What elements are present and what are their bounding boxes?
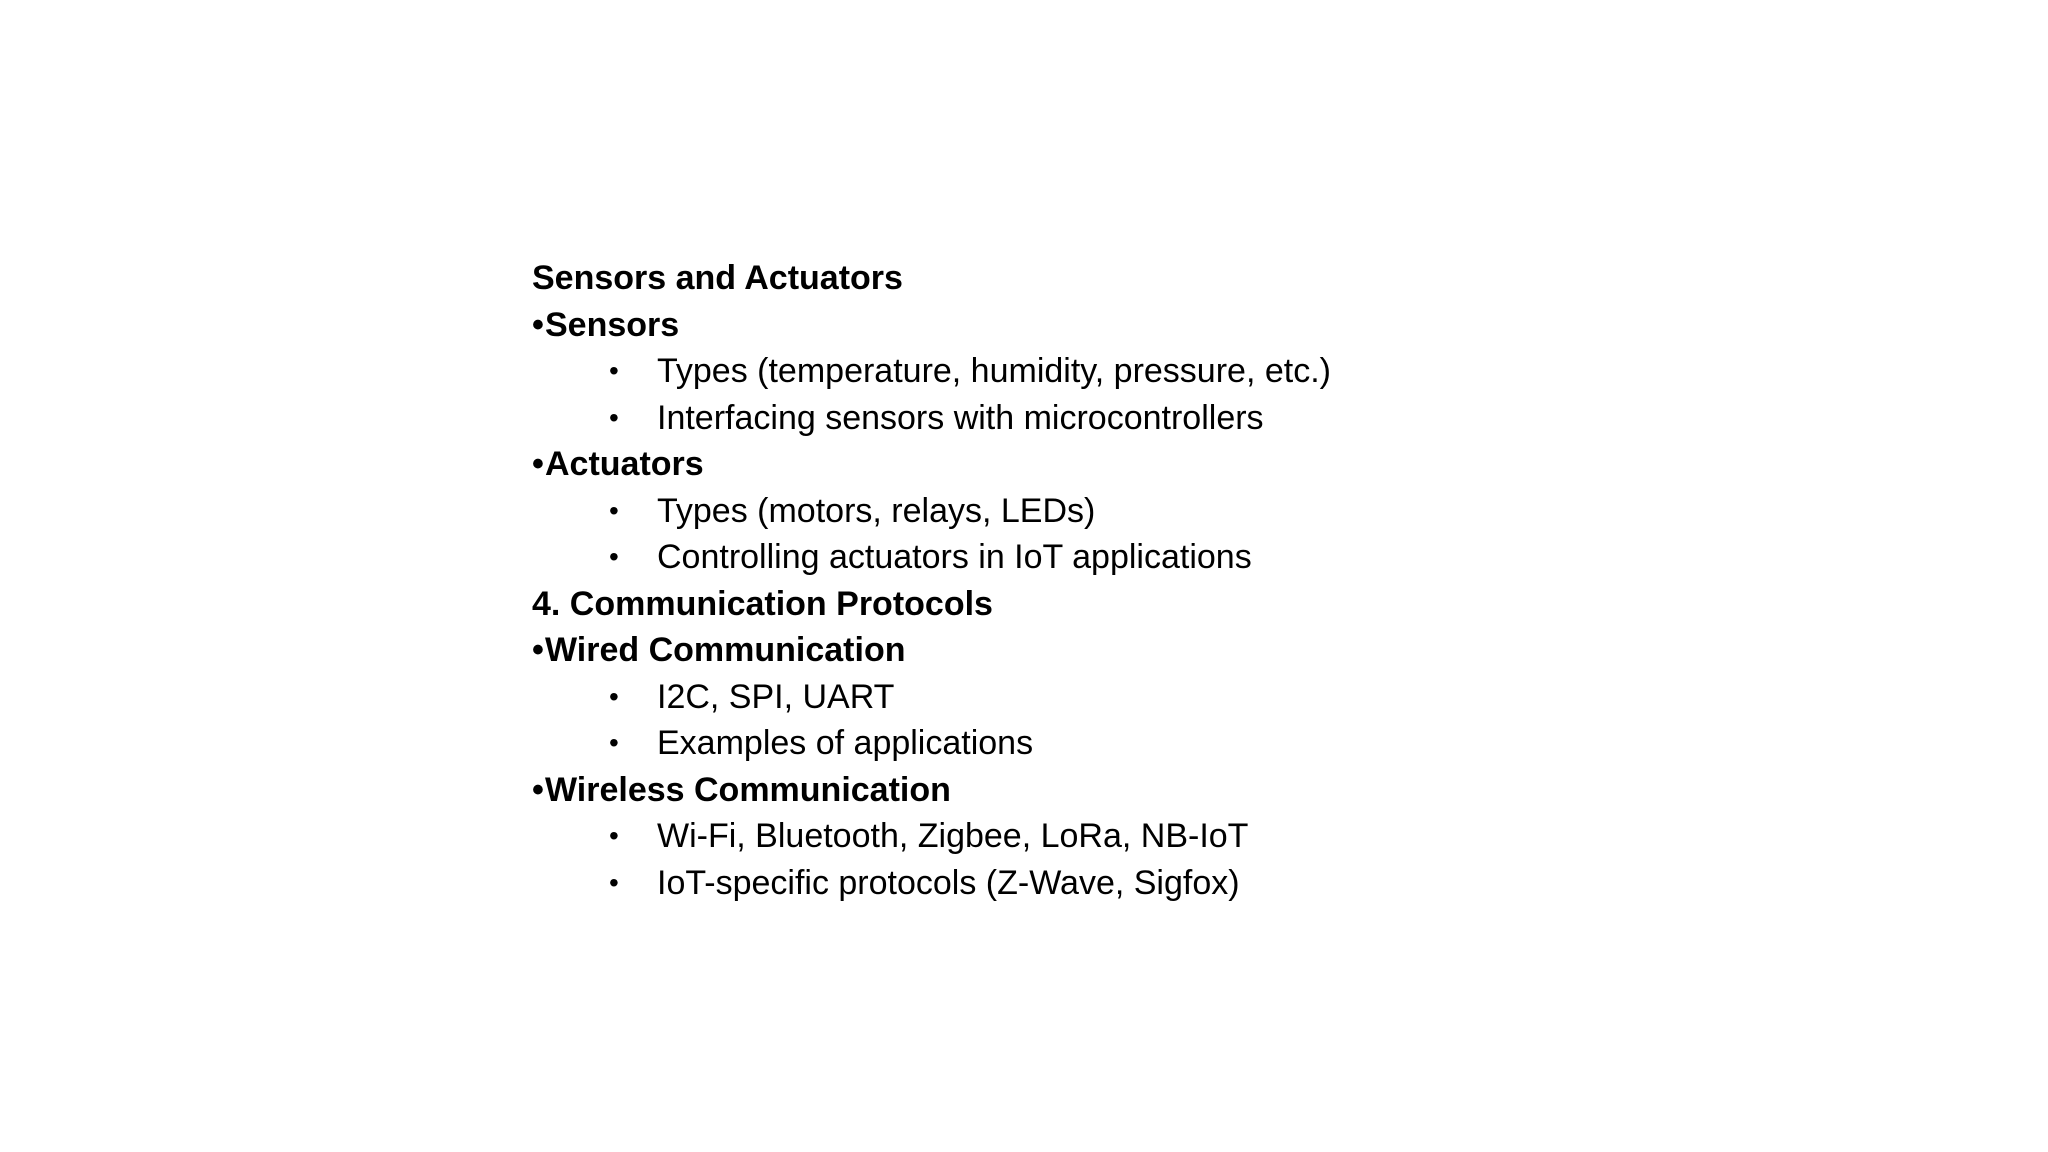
sub-bullet-text: Wi-Fi, Bluetooth, Zigbee, LoRa, NB-IoT bbox=[657, 817, 1249, 855]
sub-bullet-dot: • bbox=[609, 866, 619, 898]
sub-bullet-text: I2C, SPI, UART bbox=[657, 677, 895, 716]
bullet-dot: • bbox=[532, 445, 544, 483]
bullet-wired-communication bbox=[532, 627, 1732, 674]
sub-bullet-dot: • bbox=[609, 820, 619, 851]
bullet-label: Wired Communication bbox=[545, 631, 906, 669]
bullet-wireless-communication bbox=[532, 767, 1732, 814]
sub-bullet-item bbox=[532, 674, 1732, 721]
section-title: Sensors and Actuators bbox=[532, 259, 903, 297]
bullet-dot: • bbox=[532, 305, 544, 344]
bullet-label: Wireless Communication bbox=[545, 770, 951, 809]
bullet-label: Actuators bbox=[545, 445, 704, 483]
sub-bullet-item bbox=[532, 488, 1732, 535]
bullet-actuators bbox=[532, 441, 1732, 488]
sub-bullet-dot: • bbox=[609, 541, 619, 572]
sub-bullet-item bbox=[532, 813, 1732, 860]
sub-bullet-text: Interfacing sensors with microcontrollers bbox=[657, 398, 1264, 437]
sub-bullet-item bbox=[532, 395, 1732, 442]
sub-bullet-text: Examples of applications bbox=[657, 724, 1034, 762]
sub-bullet-dot: • bbox=[609, 401, 619, 433]
bullet-dot: • bbox=[532, 631, 544, 669]
bullet-sensors bbox=[532, 302, 1732, 349]
sub-bullet-dot: • bbox=[609, 727, 619, 758]
slide-text-body bbox=[532, 255, 1732, 906]
sub-bullet-item bbox=[532, 720, 1732, 767]
bullet-dot: • bbox=[532, 770, 544, 809]
sub-bullet-item bbox=[532, 348, 1732, 395]
sub-bullet-item bbox=[532, 534, 1732, 581]
sub-bullet-text: Types (temperature, humidity, pressure, etc.) bbox=[657, 352, 1331, 390]
sub-bullet-dot: • bbox=[609, 494, 619, 526]
sub-bullet-item bbox=[532, 860, 1732, 907]
sub-bullet-dot: • bbox=[609, 680, 619, 712]
sub-bullet-text: Controlling actuators in IoT applications bbox=[657, 538, 1252, 576]
sub-bullet-text: IoT-specific protocols (Z-Wave, Sigfox) bbox=[657, 863, 1240, 902]
sub-bullet-text: Types (motors, relays, LEDs) bbox=[657, 491, 1096, 530]
sub-bullet-dot: • bbox=[609, 355, 619, 386]
bullet-label: Sensors bbox=[545, 305, 680, 344]
section-title: 4. Communication Protocols bbox=[532, 584, 993, 623]
